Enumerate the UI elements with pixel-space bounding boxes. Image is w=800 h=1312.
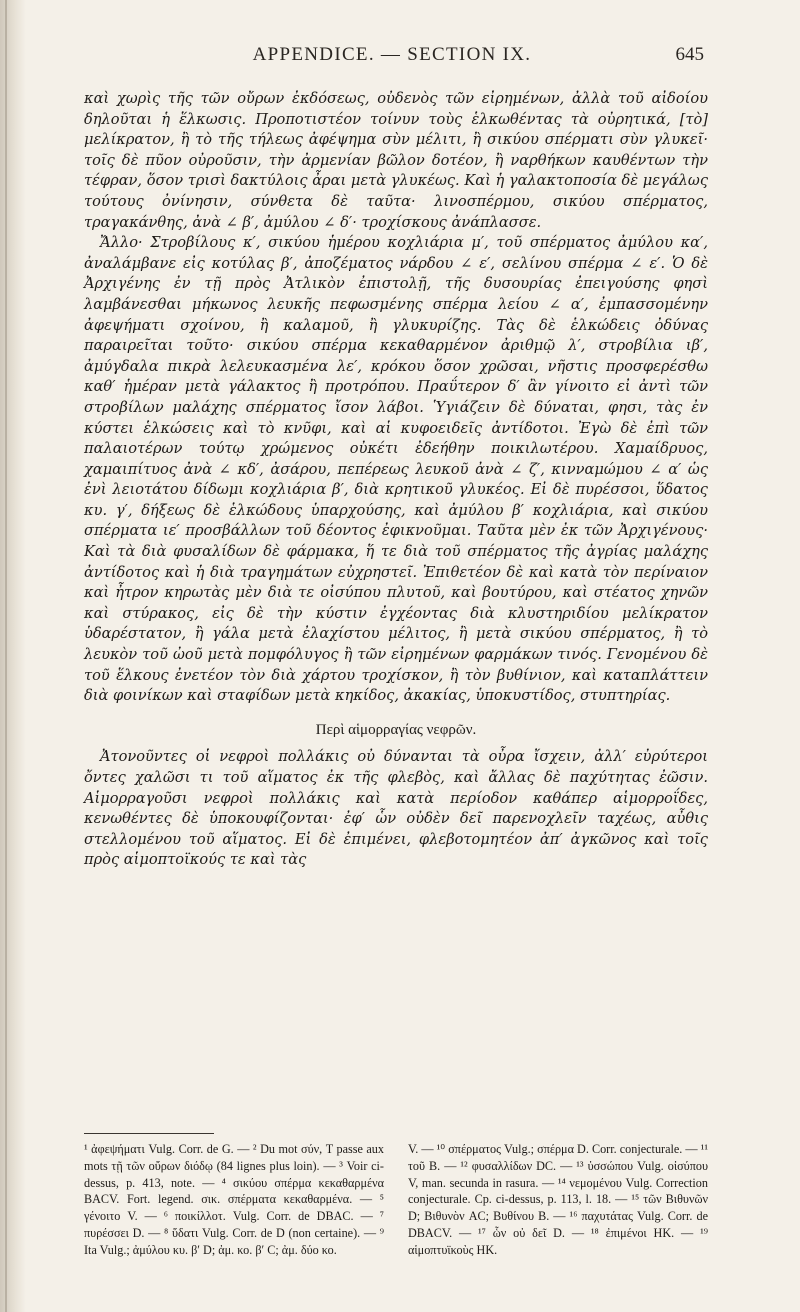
footnotes-left-column: ¹ ἀφεψήματι Vulg. Corr. de G. — ² Du mot σύν, T passe aux mots τῇ τῶν οὔρων διόδῳ (84 lignes plus loin). — ³ Voir ci-dessus, p. 413, note. — ⁴ σικύου σπέρμα κεκαθαρμένα BACV. Fort. legend. σικ. σπέρματα κεκαθαρμένα. — ⁵ γένοιτο V. — ⁶ ποικίλλοτ. Vulg. Corr. de DBAC. — ⁷ πυρέσσει D. — ⁸ ὕδατι Vulg. Corr. de D (non certaine). — ⁹ Ita Vulg.; ἀμύλου κυ. β′ D; ἀμ. κο. β′ C; ἀμ. δύο κο. xyxy=(84,1142,384,1257)
main-text xyxy=(84,89,708,871)
footnotes-right-column: V. — ¹⁰ σπέρματος Vulg.; σπέρμα D. Corr. conjecturale. — ¹¹ τοῦ B. — ¹² φυσαλλίδων DC. — ¹³ ὑσσώπου Vulg. οἰσύπου V, man. secunda in rasura. — ¹⁴ νεμομένου Vulg. Correction conjecturale. Cp. ci-dessus, p. 113, l. 18. — ¹⁵ τῶν Βιθυνῶν D; Βιθυνὸν AC; Βυθίνου B. — ¹⁶ παχυτάτας Vulg. Corr. de DBACV. — ¹⁷ ὧν οὐ δεῖ D. — ¹⁸ ἐπιμένοι HK. — ¹⁹ αἱμοπτυϊκοὺς HK. xyxy=(408,1142,708,1257)
paragraph: καὶ χωρὶς τῆς τῶν οὔρων ἐκδόσεως, οὐδενὸς τῶν εἰρημένων, ἀλλὰ τοῦ αἰδοίου δηλοῦται ἡ ἕλκωσις. Προποτιστέον τοίνυν τοὺς ἑλκωθέντας τὰ οὐρητικά, [τὸ] μελίκρατον, ἢ τὸ τῆς τήλεως ἀφέψημα σὺν μέλιτι, ἢ σικύου σπέρματι σὺν γλυκεῖ· τοῖς δὲ πῦον οὐροῦσιν, τὴν ἀρμενίαν βῶλον δοτέον, ἢ ναρθήκων καυθέντων τὴν τέφραν, ὅσον τρισὶ δακτύλοις ἆραι μετὰ γλυκέως. Καὶ ἡ γαλακτοποσία δὲ μεγάλως τούτους ὀνίνησιν, σύνθετα δὲ ταῦτα· λινοσπέρμου, σικύου σπέρματος, τραγακάνθης, ἀνὰ ∠ β′, ἀμύλου ∠ δ′· τροχίσκους ἀνάπλασσε. xyxy=(84,90,708,231)
book-spine-shadow xyxy=(0,0,26,1312)
paragraph: Ἄλλο· Στροβίλους κ′, σικύου ἡμέρου κοχλιάρια μ′, τοῦ σπέρματος ἀμύλου κα′, ἀναλάμβανε εἰς κοτύλας β′, ἀποζέματος νάρδου ∠ ε′, σελίνου σπέρμα ∠ ε′. Ὁ δὲ Ἀρχιγένης ἐν τῇ πρὸς Ἀτλικὸν ἐπιστολῇ, τῆς δυσουρίας ἐπειγούσης φησὶ λαμβάνεσθαι μήκωνος λευκῆς πεφωσμένης σπέρμα λείου ∠ α′, ἐμπασσομένην ἀφεψήματι σχοίνου, ἢ καλαμοῦ, ἢ γλυκυρίζης. Τὰς δὲ ἑλκώδεις ὀδύνας παραιρεῖται τοῦτο· σικύου σπέρμα κεκαθαρμένον ἀριθμῷ λ′, στροβίλια ιβ′, ἀμύγδαλα πικρὰ λελευκασμένα λε′, κρόκου ὅσον χρῶσαι, νῆστις προσφερέσθω καθ′ ἡμέραν μετὰ γάλακτος ἢ προτρόπου. Πραΰτερον δ′ ἂν γίνοιτο εἰ ἀντὶ τῶν στροβίλων μαλάχης σπέρματος ἴσον λάβοι. Ὑγιάζειν δὲ δύναται, φησι, τὰς ἐν κύστει ἑλκώσεις καὶ τὸ κνῦφι, καὶ αἱ κυφοειδεῖς ἀντίδοτοι. Ἐγὼ δὲ ἐπὶ τῶν παλαιοτέρων τούτῳ χρώμενος οὐκέτι ἐδεήθην ποικιλωτέρου. Χαμαίδρυος, χαμαιπίτυος ἀνὰ ∠ κδ′, ἀσάρου, πεπέρεως λευκοῦ ἀνὰ ∠ ζ′, κινναμώμου ∠ α′ ὡς ἐνὶ λειοτάτου δίδωμι κοχλιάρια β′, διὰ κρητικοῦ γλυκέος. Εἰ δὲ πυρέσσοι, ὕδατος κυ. γ′, δήξεως δὲ ἑλκώδους ὑπαρχούσης, καὶ ἀμύλου β′ κοχλιάρια, καὶ σικύου σπέρματα ιε′ προσβάλλων τοῦ δέοντος ἐφικνοῦμαι. Ταῦτα μὲν ἐκ τῶν Ἀρχιγένους· Καὶ τὰ διὰ φυσαλίδων δὲ φάρμακα, ἥ τε διὰ τοῦ σπέρματος τῆς ἀγρίας μαλάχης ἀντίδοτος καὶ ἡ διὰ τραγημάτων εὐχρηστεῖ. Ἐπιθετέον δὲ καὶ κατὰ τὸν περίναιον καὶ ἦτρον κηρωτὰς μὲν διὰ τε οἰσύπου πλυτοῦ, καὶ βουτύρου, καὶ στέατος χηνῶν καὶ στύρακος, εἰς δὲ τὴν κύστιν ἐγχέοντας διὰ κλυστηριδίου μελίκρατον ὑδαρέστατον, ἢ γάλα μετὰ ἐλαχίστου μέλιτος, ἢ μετὰ σικύου σπέρματος, ἢ τὸ λευκὸν τοῦ ὠοῦ μετὰ πομφόλυγος ἢ τῶν εἰρημένων φαρμάκων τινός. Γενομένου δὲ τοῦ ἕλκους ἐνετέον τὸν διὰ χάρτου τροχίσκον, ἢ τὸν βυθίνιον, καὶ καταπλάττειν διὰ φοινίκων καὶ σταφίδων μετὰ κηκίδος, ἀκακίας, ὑποκυστίδος, στυπτηρίας. xyxy=(84,234,708,705)
running-title: APPENDICE. — SECTION IX. xyxy=(252,44,532,65)
page-number: 645 xyxy=(675,44,704,65)
section-heading: Περὶ αἱμορραγίας νεφρῶν. xyxy=(315,721,477,738)
paragraph: Ἀτονοῦντες οἱ νεφροὶ πολλάκις οὐ δύνανται τὰ οὖρα ἴσχειν, ἀλλ′ εὐρύτεροι ὄντες χαλῶσι τι τοῦ αἵματος ἐκ τῆς φλεβὸς, καὶ ἄλλας δὲ παχύτητας ἐῶσιν. Αἱμορραγοῦσι νεφροὶ πολλάκις καὶ κατὰ περίοδον καθάπερ αἱμορροΐδες, κενωθέντες δὲ ὑποκουφίζονται· ἐφ′ ὧν οὐδὲν δεῖ παρενοχλεῖν ταχέως, αὖθις στελλομένου τοῦ αἵματος. Εἰ δὲ ἐπιμένει, φλεβοτομητέον ἀπ′ ἀγκῶνος καὶ τοῖς πρὸς αἱμοπτοϊκούς τε καὶ τὰς xyxy=(84,748,708,869)
footnote-rule xyxy=(84,1133,214,1134)
running-header xyxy=(80,44,704,70)
spine-edge-line xyxy=(5,0,7,1312)
